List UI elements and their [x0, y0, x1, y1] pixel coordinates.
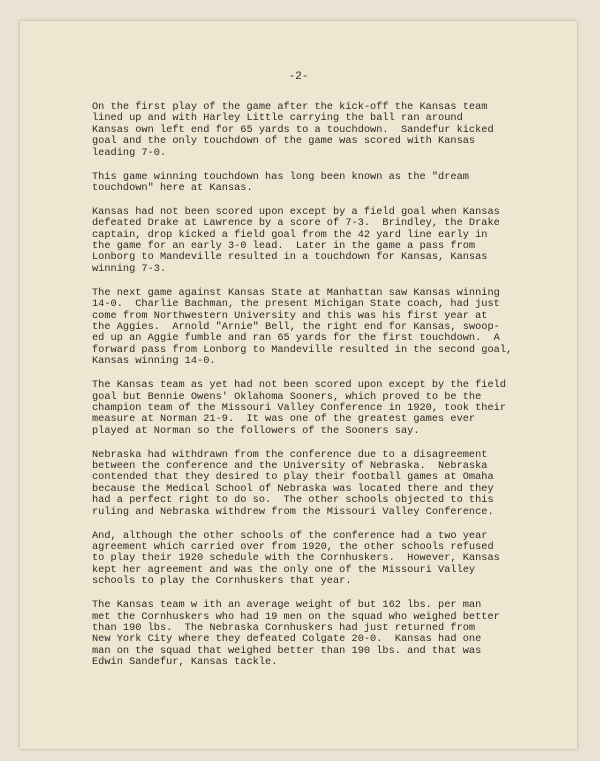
paragraph [92, 600, 562, 668]
text-line: Nebraska had withdrawn from the conference due to a disagreement [92, 448, 488, 461]
text-line: forward pass from Lonborg to Mandeville resulted in the second goal, [92, 343, 513, 356]
paragraph [92, 450, 562, 518]
text-line: The Kansas team w ith an average weight of but 162 lbs. per man [92, 599, 482, 612]
text-line: lined up and with Harley Little carrying the ball ran around [92, 112, 463, 125]
text-line: leading 7-0. [92, 146, 167, 159]
text-line: ed up an Aggie fumble and ran 65 yards for the first touchdown. A [92, 332, 500, 345]
text-line: And, although the other schools of the conference had a two year [92, 529, 488, 542]
text-line: goal but Bennie Owens' Oklahoma Sooners, which proved to be the [92, 390, 482, 403]
text-line: The Kansas team as yet had not been scored upon except by the field [92, 379, 507, 392]
text-line: Lonborg to Mandeville resulted in a touchdown for Kansas, Kansas [92, 251, 488, 264]
text-line: Kansas own left end for 65 yards to a touchdown. Sandefur kicked [92, 123, 494, 136]
text-line: the Aggies. Arnold "Arnie" Bell, the right end for Kansas, swoop- [92, 321, 500, 333]
text-line: come from Northwestern University and this was his first year at [92, 309, 488, 322]
text-line: winning 7-3. [92, 262, 167, 275]
text-line: between the conference and the University of Nebraska. Nebraska [92, 460, 488, 473]
text-line: contended that they desired to play their football games at Omaha [92, 471, 494, 484]
text-line: captain, drop kicked a field goal from the 42 yard line early in [92, 228, 488, 241]
paragraph [92, 102, 562, 159]
text-line: Kansas winning 14-0. [92, 355, 216, 368]
document-page [20, 21, 577, 749]
text-line: measure at Norman 21-9. It was one of the greatest games ever [92, 413, 476, 426]
text-line: met the Cornhuskers who had 19 men on the squad who weighed better [92, 610, 500, 623]
text-line: defeated Drake at Lawrence by a score of 7-3. Brindley, the Drake [92, 217, 500, 230]
text-line: New York City where they defeated Colgate 20-0. Kansas had one [92, 633, 482, 646]
text-line: kept her agreement and was the only one of the Missouri Valley [92, 563, 476, 576]
text-line: Kansas had not been scored upon except by a field goal when Kansas [92, 205, 500, 218]
text-line: champion team of the Missouri Valley Conference in 1920, took their [92, 401, 507, 414]
text-line: had a perfect right to do so. The other schools objected to this [92, 494, 494, 507]
text-line: Edwin Sandefur, Kansas tackle. [92, 656, 278, 669]
document-body [92, 102, 562, 681]
paragraph [92, 531, 562, 588]
text-line: man on the squad that weighed better than 190 lbs. and that was [92, 644, 482, 657]
text-line: the game for an early 3-0 lead. Later in the game a pass from [92, 240, 476, 253]
text-line: to play their 1920 schedule with the Cornhuskers. However, Kansas [92, 552, 500, 565]
text-line: agreement which carried over from 1920, the other schools refused [92, 541, 494, 553]
text-line: On the first play of the game after the kick-off the Kansas team [92, 101, 488, 113]
paragraph [92, 288, 562, 368]
text-line: touchdown" here at Kansas. [92, 181, 253, 194]
text-line: schools to play the Cornhuskers that year. [92, 575, 352, 588]
paragraph [92, 172, 562, 195]
page-number: -2- [288, 71, 309, 83]
text-line: than 190 lbs. The Nebraska Cornhuskers had just returned from [92, 621, 476, 634]
text-line: The next game against Kansas State at Manhattan saw Kansas winning [92, 286, 500, 299]
text-line: because the Medical School of Nebraska was located there and they [92, 482, 494, 495]
paragraph [92, 380, 562, 437]
text-line: ruling and Nebraska withdrew from the Missouri Valley Conference. [92, 505, 494, 518]
text-line: 14-0. Charlie Bachman, the present Michigan State coach, had just [92, 298, 500, 311]
text-line: played at Norman so the followers of the Sooners say. [92, 424, 420, 437]
text-line: This game winning touchdown has long been known as the "dream [92, 170, 469, 183]
paragraph [92, 207, 562, 275]
text-line: goal and the only touchdown of the game was scored with Kansas [92, 135, 476, 148]
